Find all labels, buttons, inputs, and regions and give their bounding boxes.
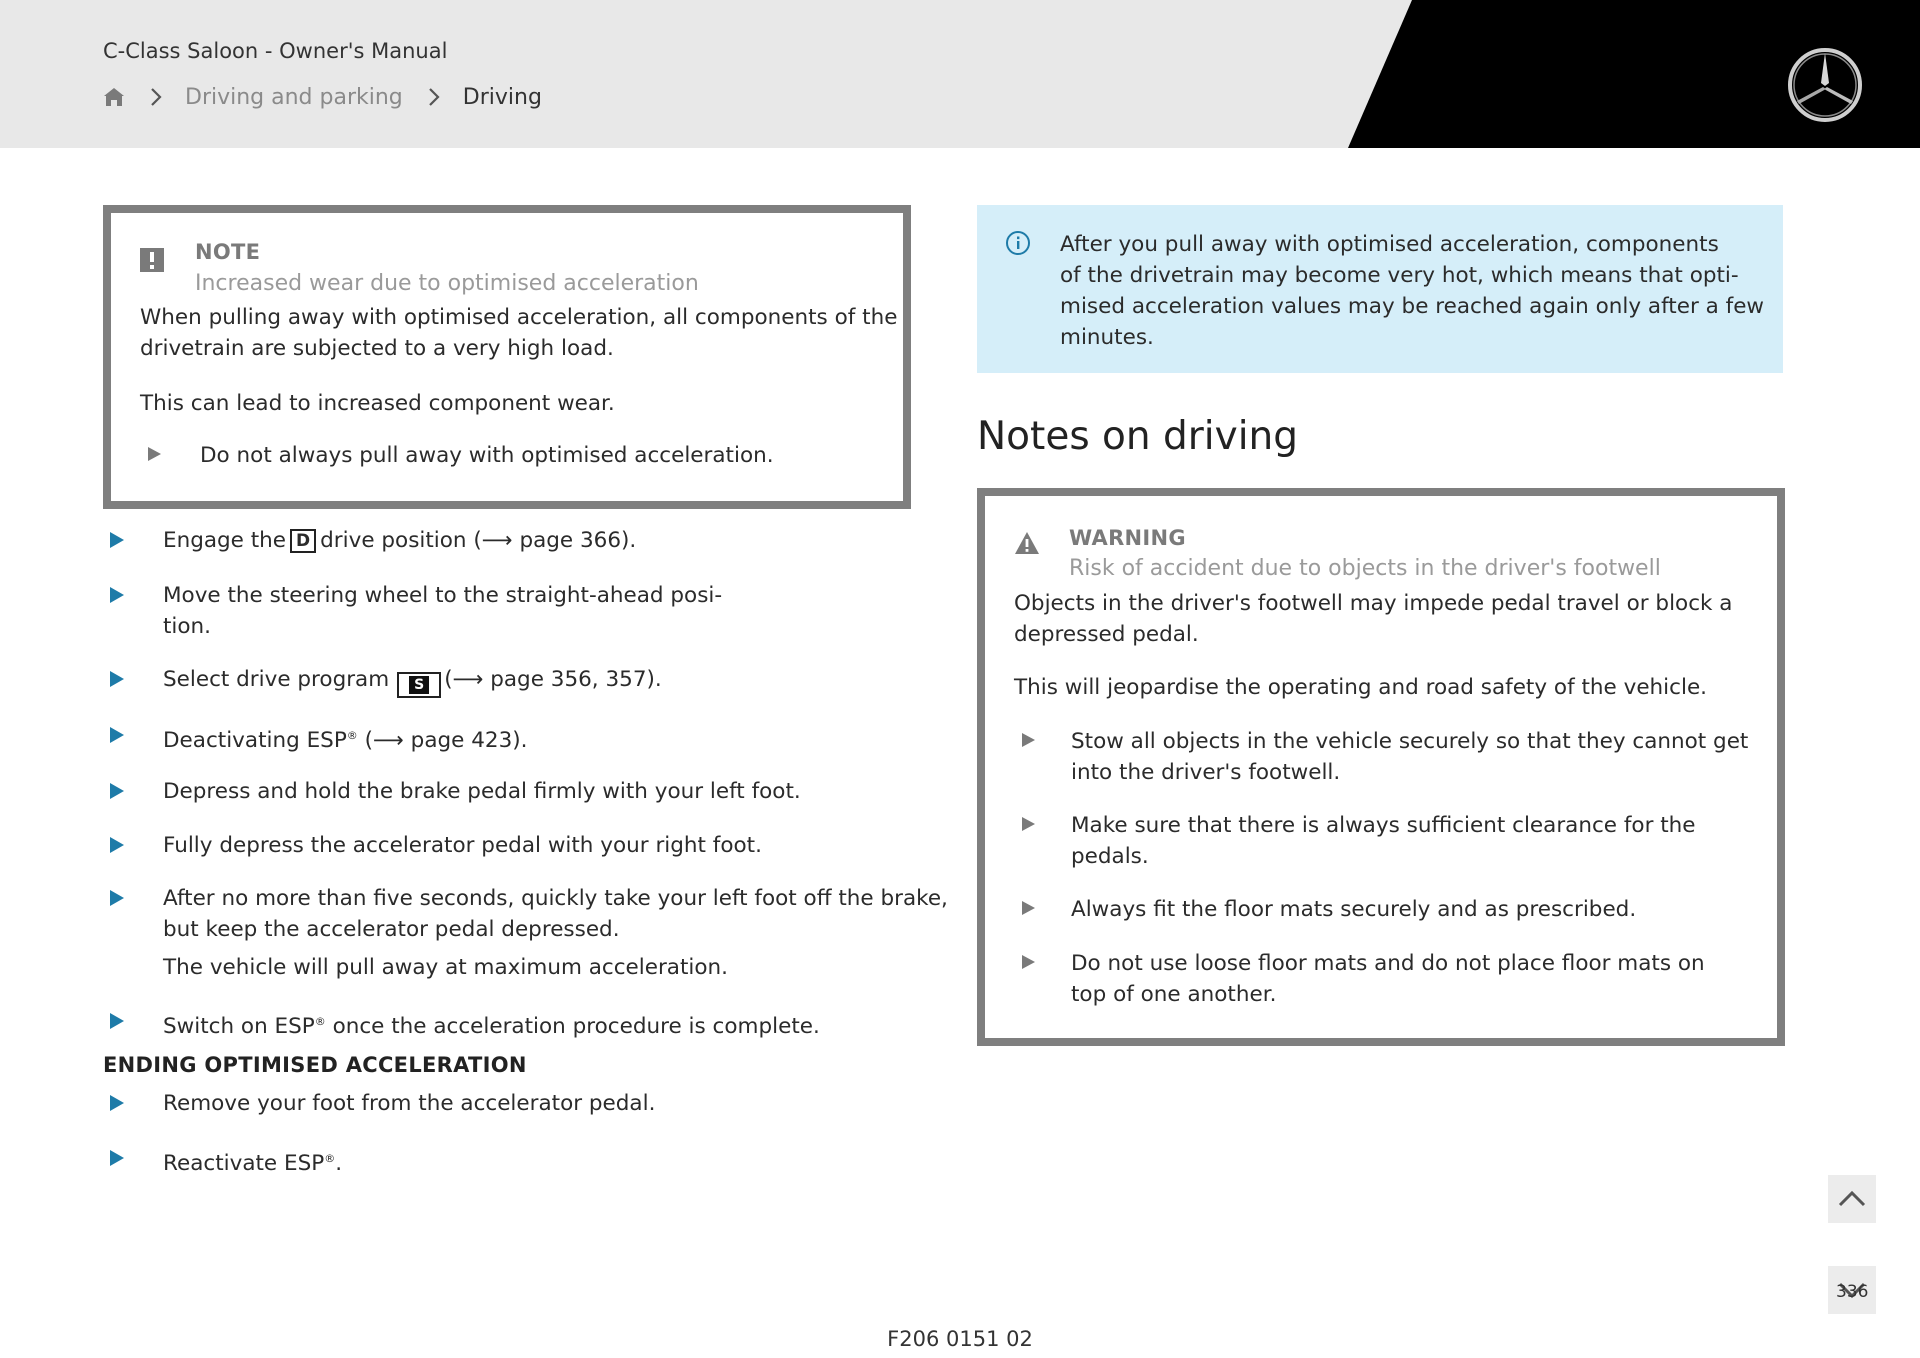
warning-title: WARNING <box>1069 526 1186 550</box>
note-paragraph-2: This can lead to increased component wear. <box>140 391 615 416</box>
step-steering-wheel: Move the steering wheel to the straight-ahead posi- tion. <box>163 583 723 639</box>
warning-paragraph-1: Objects in the driver's footwell may impede pedal travel or block a depressed pedal. <box>1014 591 1733 647</box>
bullet-triangle-icon <box>1022 733 1035 747</box>
page-header <box>0 0 1920 148</box>
step-brake-pedal: Depress and hold the brake pedal firmly with your left foot. <box>163 779 801 804</box>
step-accelerator-pedal: Fully depress the accelerator pedal with your right foot. <box>163 833 762 858</box>
breadcrumb <box>103 82 542 112</box>
info-icon <box>1005 230 1031 256</box>
step-drive-program: Select drive program S (⟶ page 356, 357). <box>163 664 662 698</box>
bullet-triangle-icon <box>148 447 161 461</box>
step-arrow-icon <box>110 532 124 548</box>
note-box <box>103 205 911 509</box>
section-heading-notes-on-driving: Notes on driving <box>977 414 1299 459</box>
note-bullet: Do not always pull away with optimised acceleration. <box>200 443 774 468</box>
step-engage-drive: Engage the D drive position (⟶ page 366). <box>163 528 637 553</box>
info-text: After you pull away with optimised acceleration, components of the drivetrain may become very hot, which means that opti- mised acceleration values may be reached again only after a few minutes. <box>1060 232 1765 350</box>
step-arrow-icon <box>110 837 124 853</box>
drive-program-s-key: S <box>397 672 441 698</box>
note-subtitle: Increased wear due to optimised acceleration <box>195 271 699 296</box>
drive-position-d-key: D <box>290 529 316 553</box>
bullet-triangle-icon <box>1022 901 1035 915</box>
section-heading-ending: ENDING OPTIMISED ACCELERATION <box>103 1053 527 1077</box>
note-title: NOTE <box>195 240 261 264</box>
warning-paragraph-2: This will jeopardise the operating and road safety of the vehicle. <box>1014 675 1708 700</box>
step-arrow-icon <box>110 587 124 603</box>
chevron-right-icon <box>427 86 441 108</box>
step-deactivate-esp: Deactivating ESP® (⟶ page 423). <box>163 728 528 754</box>
warning-box <box>977 488 1785 1046</box>
step-arrow-icon <box>110 1095 124 1111</box>
warning-bullet-floor-mats: Always fit the floor mats securely and as prescribed. <box>1071 897 1637 922</box>
warning-bullet-stow-objects: Stow all objects in the vehicle securely so that they cannot get into the driver's footwell. <box>1071 729 1749 785</box>
step-result: The vehicle will pull away at maximum acceleration. <box>163 955 728 980</box>
scroll-up-button[interactable] <box>1828 1175 1876 1223</box>
header-black-panel <box>0 0 1920 148</box>
manual-title: C-Class Saloon - Owner's Manual <box>103 39 448 63</box>
chevron-right-icon <box>149 86 163 108</box>
step-arrow-icon <box>110 890 124 906</box>
step-release-brake: After no more than five seconds, quickly take your left foot off the brake, but keep the accelerator pedal depressed. <box>163 886 948 942</box>
step-arrow-icon <box>110 1150 124 1166</box>
warning-bullet-clearance: Make sure that there is always sufficient clearance for the pedals. <box>1071 813 1696 869</box>
breadcrumb-driving-and-parking[interactable]: Driving and parking <box>185 84 403 110</box>
step-reactivate-esp: Reactivate ESP®. <box>163 1151 343 1177</box>
step-arrow-icon <box>110 671 124 687</box>
step-switch-on-esp: Switch on ESP® once the acceleration procedure is complete. <box>163 1014 820 1040</box>
warning-bullet-loose-mats: Do not use loose floor mats and do not place floor mats on top of one another. <box>1071 951 1705 1007</box>
step-arrow-icon <box>110 783 124 799</box>
home-icon[interactable] <box>103 86 125 108</box>
step-arrow-icon <box>110 727 124 743</box>
exclamation-icon <box>140 248 164 272</box>
breadcrumb-driving: Driving <box>462 84 542 110</box>
note-paragraph-1: When pulling away with optimised acceleration, all components of the drivetrain are subjected to a very high load. <box>140 305 898 361</box>
page-number: 336 <box>1836 1282 1869 1302</box>
bullet-triangle-icon <box>1022 955 1035 969</box>
chevron-up-icon <box>1837 1189 1867 1209</box>
bullet-triangle-icon <box>1022 817 1035 831</box>
info-box <box>977 205 1783 373</box>
warning-triangle-icon <box>1014 531 1040 555</box>
warning-subtitle: Risk of accident due to objects in the driver's footwell <box>1069 556 1661 581</box>
mercedes-star-logo <box>1786 46 1864 124</box>
step-arrow-icon <box>110 1013 124 1029</box>
document-code: F206 0151 02 <box>887 1327 1033 1351</box>
step-remove-foot: Remove your foot from the accelerator pedal. <box>163 1091 656 1116</box>
